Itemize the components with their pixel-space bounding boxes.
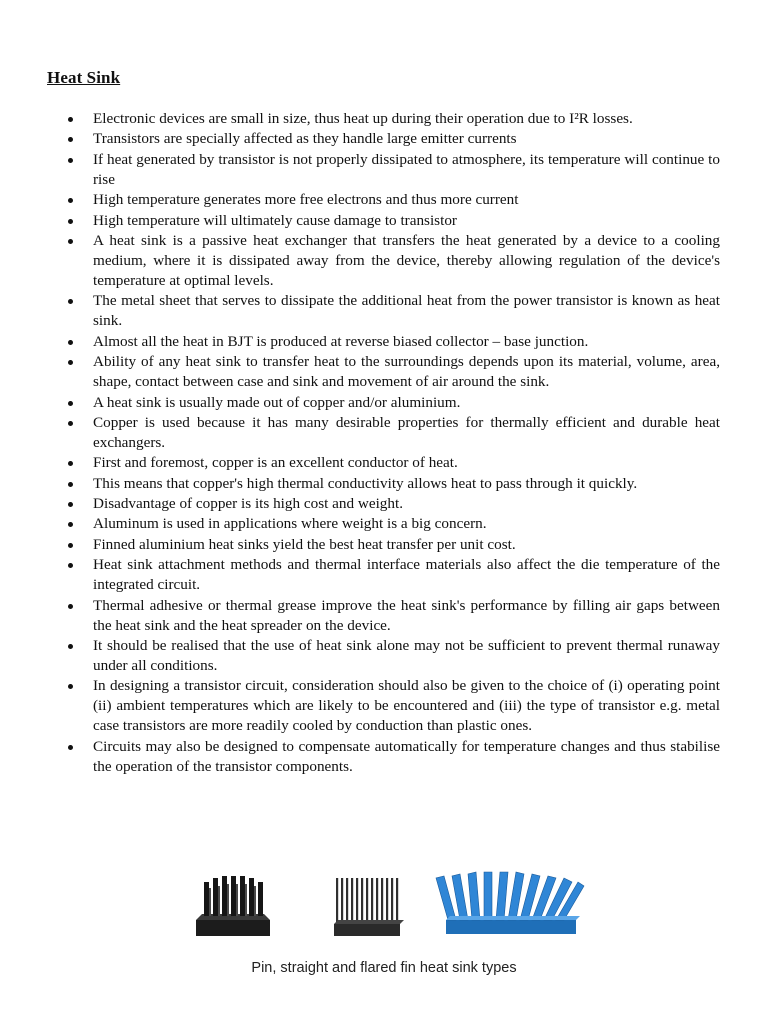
bullet-item (63, 190, 720, 210)
bullet-text: Heat sink attachment methods and thermal interface materials also affect the die temperature of the integrated circuit. (93, 556, 720, 594)
bullet-dot-icon (68, 137, 73, 142)
bullet-dot-icon (68, 340, 73, 345)
bullet-text: If heat generated by transistor is not properly dissipated to atmosphere, its temperature will continue to rise (93, 150, 720, 188)
page-title: Heat Sink (47, 68, 121, 87)
bullet-item (63, 514, 720, 534)
bullet-dot-icon (68, 563, 73, 568)
bullet-dot-icon (68, 239, 73, 244)
bullet-item (63, 535, 720, 555)
bullet-dot-icon (68, 543, 73, 548)
bullet-item (63, 737, 720, 777)
bullet-dot-icon (68, 421, 73, 426)
bullet-item (63, 453, 720, 473)
bullet-dot-icon (68, 219, 73, 224)
bullet-item (63, 211, 720, 231)
bullet-text: Disadvantage of copper is its high cost and weight. (93, 495, 404, 513)
bullet-item (63, 150, 720, 190)
bullet-text: In designing a transistor circuit, consideration should also be given to the choice of (i) operating point (ii) ambient temperatures which are likely to be encountered and (iii) the type of transistor e.g. metal case transistors are more readily cooled by conduction than plastic ones. (93, 677, 720, 735)
bullet-text: Aluminum is used in applications where weight is a big concern. (93, 515, 487, 533)
bullet-text: High temperature generates more free electrons and thus more current (93, 191, 519, 209)
bullet-dot-icon (68, 482, 73, 487)
pin-fin-heat-sink (196, 876, 270, 936)
bullet-dot-icon (68, 502, 73, 507)
bullet-dot-icon (68, 158, 73, 163)
bullet-item (63, 636, 720, 676)
bullet-dot-icon (68, 745, 73, 750)
bullet-text: Almost all the heat in BJT is produced at reverse biased collector – base junction. (93, 332, 589, 350)
bullet-item (63, 332, 720, 352)
bullet-item (63, 352, 720, 392)
bullet-text: Transistors are specially affected as they handle large emitter currents (93, 130, 517, 148)
bullet-text: Thermal adhesive or thermal grease improve the heat sink's performance by filling air gaps between the heat sink and the heat spreader on the device. (93, 596, 720, 634)
bullet-item (63, 555, 720, 595)
bullet-dot-icon (68, 522, 73, 527)
bullet-text: Ability of any heat sink to transfer heat to the surroundings depends upon its material, volume, area, shape, contact between case and sink and movement of air around the sink. (93, 353, 720, 391)
bullet-text: Copper is used because it has many desirable properties for thermally efficient and durable heat exchangers. (93, 413, 720, 451)
bullet-text: This means that copper's high thermal conductivity allows heat to pass through it quickly. (93, 474, 638, 492)
bullet-dot-icon (68, 461, 73, 466)
bullet-dot-icon (68, 604, 73, 609)
bullet-item (63, 393, 720, 413)
bullet-item (63, 494, 720, 514)
flared-fin-heat-sink (436, 872, 584, 934)
bullet-text: Circuits may also be designed to compensate automatically for temperature changes and thus stabilise the operation of the transistor components. (93, 737, 720, 775)
figure-caption: Pin, straight and flared fin heat sink types (251, 960, 517, 976)
bullet-item (63, 291, 720, 331)
bullet-text: Finned aluminium heat sinks yield the best heat transfer per unit cost. (93, 535, 516, 553)
bullet-text: A heat sink is a passive heat exchanger that transfers the heat generated by a device to a cooling medium, where it is dissipated away from the device, thereby allowing regulation of the device's temperature at optimal levels. (93, 231, 720, 289)
bullet-item (63, 596, 720, 636)
bullet-dot-icon (68, 401, 73, 406)
bullet-dot-icon (68, 360, 73, 365)
straight-fin-heat-sink (334, 878, 404, 936)
bullet-dot-icon (68, 198, 73, 203)
bullet-text: First and foremost, copper is an excellent conductor of heat. (93, 454, 458, 472)
bullet-text: Electronic devices are small in size, thus heat up during their operation due to I²R losses. (93, 110, 633, 127)
bullet-item (63, 676, 720, 736)
bullet-item (63, 231, 720, 291)
bullet-dot-icon (68, 299, 73, 304)
heat-sink-figure (190, 868, 590, 948)
bullet-item (63, 129, 720, 149)
bullet-text: It should be realised that the use of heat sink alone may not be sufficient to prevent thermal runaway under all conditions. (93, 637, 720, 675)
bullet-text: High temperature will ultimately cause damage to transistor (93, 211, 457, 229)
bullet-dot-icon (68, 684, 73, 689)
bullet-text: The metal sheet that serves to dissipate the additional heat from the power transistor is known as heat sink. (93, 292, 720, 330)
bullet-item (63, 474, 720, 494)
bullet-dot-icon (68, 644, 73, 649)
bullet-dot-icon (68, 117, 73, 122)
bullet-item (63, 109, 720, 129)
bullet-list (63, 109, 720, 777)
bullet-item (63, 413, 720, 453)
bullet-text: A heat sink is usually made out of copper and/or aluminium. (93, 393, 461, 411)
